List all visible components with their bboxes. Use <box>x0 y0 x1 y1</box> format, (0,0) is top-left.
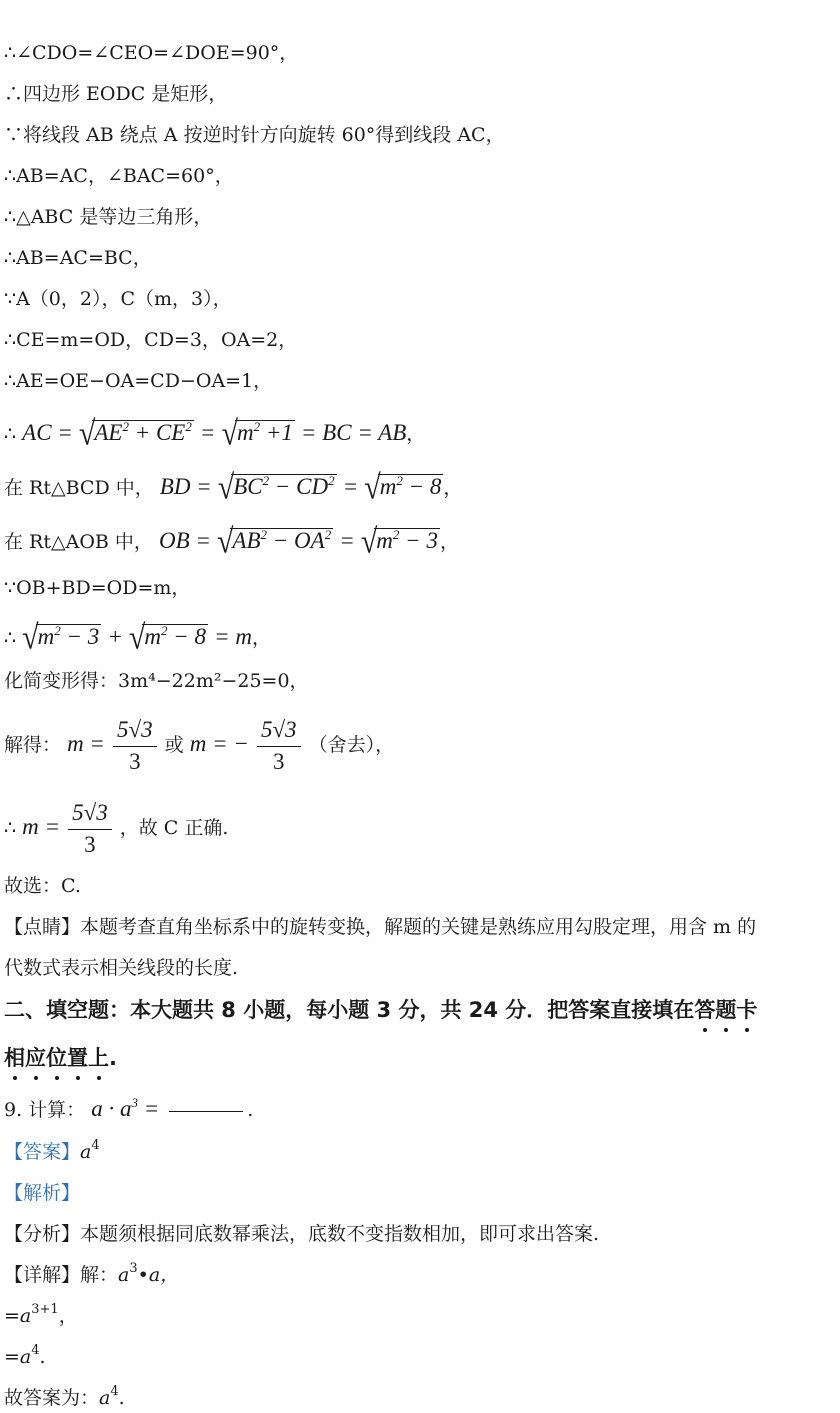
fraction <box>257 716 301 777</box>
exponent: 3+1 <box>31 1302 59 1317</box>
exponent: 2 <box>328 473 335 488</box>
fraction <box>68 799 112 860</box>
radical-icon: √ <box>217 468 235 507</box>
exponent: 2 <box>54 623 61 638</box>
numerator: 5√3 <box>68 799 112 830</box>
math-text: m <box>144 624 161 649</box>
text-line: 【分析】本题须根据同底数幂乘法，底数不变指数相加，即可求出答案. <box>4 1223 600 1245</box>
question-9 <box>4 1096 253 1123</box>
text-line: 【点睛】本题考查直角坐标系中的旋转变换，解题的关键是熟练应用勾股定理，用含 m 的 <box>4 916 757 938</box>
denominator: 3 <box>84 831 96 857</box>
therefore-symbol: ∴ <box>4 817 17 839</box>
text-line: ∵A（0，2），C（m，3）， <box>4 288 232 310</box>
answer-line <box>4 1139 100 1165</box>
equation-bd <box>4 468 463 507</box>
exponent: 2 <box>253 419 261 434</box>
final-answer-line <box>4 1385 125 1411</box>
math-text: + <box>107 624 123 649</box>
math-text: m <box>37 624 55 649</box>
analysis-line <box>4 1180 80 1206</box>
numerator: 5√3 <box>113 716 157 747</box>
therefore-symbol: ∴ <box>4 627 17 649</box>
text-line: ∴△ABC 是等边三角形， <box>4 206 213 228</box>
equation-ac <box>4 414 426 453</box>
emphasis-char: 位 <box>46 1046 67 1070</box>
equation-result <box>4 795 228 860</box>
punct: . <box>247 1099 254 1121</box>
text-line: ∴四边形 EODC 是矩形， <box>4 83 228 105</box>
math-text: m <box>236 420 254 445</box>
text-or: 或 <box>164 734 184 756</box>
punct: ， <box>251 627 271 649</box>
math-text: m <box>376 528 393 553</box>
punct: ， <box>58 1305 78 1327</box>
section-heading <box>4 997 757 1023</box>
math-text: = <box>137 1096 160 1121</box>
radical-icon: √ <box>221 414 238 453</box>
math-text: a <box>118 1264 130 1286</box>
equation-sum <box>4 618 271 657</box>
emphasis-char: 相 <box>4 1046 25 1070</box>
exponent: 2 <box>392 527 400 542</box>
text-line: ∴AB=AC=BC， <box>4 247 152 269</box>
equation-ob <box>4 522 459 561</box>
math-text: − CD <box>269 474 329 499</box>
emphasis-char: 卡 <box>736 998 758 1022</box>
text-line: ∴∠CDO=∠CEO=∠DOE=90°， <box>4 42 299 64</box>
math-text: BD = <box>159 474 212 499</box>
text-line: ∴CE=m=OD，CD=3，OA=2， <box>4 329 298 351</box>
math-text: = <box>339 528 355 553</box>
exponent: 2 <box>324 527 332 542</box>
detail-line <box>4 1262 179 1288</box>
exponent: 2 <box>396 473 403 488</box>
math-text: − 8 <box>402 474 442 499</box>
text-line: 故选：C. <box>4 875 81 897</box>
radical-icon: √ <box>22 618 39 657</box>
emphasis-char: 题 <box>715 998 737 1022</box>
math-text: a · a <box>91 1096 132 1121</box>
exponent: 2 <box>262 473 270 488</box>
math-text: OB = <box>158 528 211 553</box>
math-text: =a <box>4 1305 32 1327</box>
fraction <box>113 716 157 777</box>
exponent: 2 <box>260 527 268 542</box>
math-text: + CE <box>128 420 186 445</box>
math-text: =a <box>4 1346 32 1368</box>
text-suffix: （舍去）， <box>308 734 395 756</box>
punct: ， <box>439 531 459 553</box>
math-text: = <box>342 474 359 499</box>
text-line: 代数式表示相关线段的长度. <box>4 957 239 979</box>
answer-blank <box>169 1111 243 1112</box>
math-text: − 3 <box>399 528 438 553</box>
text-line: ∵将线段 AB 绕点 A 按逆时针方向旋转 60°得到线段 AC， <box>4 124 505 146</box>
radical-icon: √ <box>128 618 146 657</box>
math-text: a <box>99 1387 111 1409</box>
exponent: 3 <box>129 1261 138 1276</box>
math-text: − OA <box>267 528 325 553</box>
text-line: ∴AE=OE−OA=CD−OA=1， <box>4 370 273 392</box>
radical-icon: √ <box>364 468 381 507</box>
heading-text: 二、填空题：本大题共 8 小题，每小题 3 分，共 24 分．把答案直接填在 <box>4 998 695 1022</box>
math-text: − 3 <box>60 624 100 649</box>
emphasis-char: 上 <box>88 1046 109 1070</box>
therefore-symbol: ∴ <box>4 423 17 445</box>
denominator: 3 <box>129 748 141 774</box>
radical-icon: √ <box>360 522 378 561</box>
emphasis-char: 应 <box>25 1046 46 1070</box>
text-prefix: 故答案为： <box>4 1387 100 1409</box>
math-text: = BC = AB <box>300 420 407 445</box>
answer-label: 【答案】 <box>4 1141 81 1163</box>
text-line: 化简变形得：3m⁴−22m²−25=0， <box>4 670 309 692</box>
punct: ， <box>443 477 463 499</box>
exponent: 2 <box>160 623 168 638</box>
math-text: •a， <box>137 1264 180 1286</box>
math-text: m = <box>22 814 61 839</box>
exponent: 4 <box>91 1138 100 1153</box>
math-text: AE <box>94 420 123 445</box>
exponent: 2 <box>185 419 192 434</box>
exponent: 4 <box>110 1384 119 1399</box>
exponent: 2 <box>122 419 129 434</box>
text-prefix: 在 Rt△AOB 中， <box>4 531 153 553</box>
analysis-label: 【解析】 <box>4 1182 81 1204</box>
exponent: 4 <box>31 1343 40 1358</box>
text-line: ∴AB=AC，∠BAC=60°， <box>4 165 234 187</box>
math-text: m <box>379 474 397 499</box>
text-prefix: 【详解】解： <box>4 1264 119 1286</box>
math-text: m = − <box>189 731 249 756</box>
math-text: BC <box>233 474 263 499</box>
math-text: = m <box>214 624 252 649</box>
math-text: a <box>80 1141 92 1163</box>
section-heading-cont <box>4 1045 117 1071</box>
text-suffix: ，故 C 正确. <box>119 817 229 839</box>
math-text: − 8 <box>167 624 207 649</box>
math-text: +1 <box>260 420 293 445</box>
denominator: 3 <box>273 748 285 774</box>
emphasis-char: 答 <box>694 998 716 1022</box>
question-label: 9. 计算： <box>4 1099 86 1121</box>
math-text: m = <box>67 731 105 756</box>
math-text: = <box>199 420 216 445</box>
punct: . <box>118 1387 125 1409</box>
heading-text: . <box>109 1046 117 1070</box>
text-line: ∵OB+BD=OD=m， <box>4 577 191 599</box>
radical-icon: √ <box>216 522 234 561</box>
punct: ， <box>406 423 426 445</box>
numerator: 5√3 <box>257 716 301 747</box>
equation-solve <box>4 712 394 777</box>
text-prefix: 解得： <box>4 734 62 756</box>
punct: . <box>39 1346 46 1368</box>
math-text: AC = <box>22 420 73 445</box>
exponent: 3 <box>131 1095 138 1110</box>
step-line <box>4 1344 46 1370</box>
text-prefix: 在 Rt△BCD 中， <box>4 477 154 499</box>
step-line <box>4 1303 78 1329</box>
radical-icon: √ <box>78 414 96 453</box>
math-text: AB <box>232 528 261 553</box>
emphasis-char: 置 <box>67 1046 88 1070</box>
